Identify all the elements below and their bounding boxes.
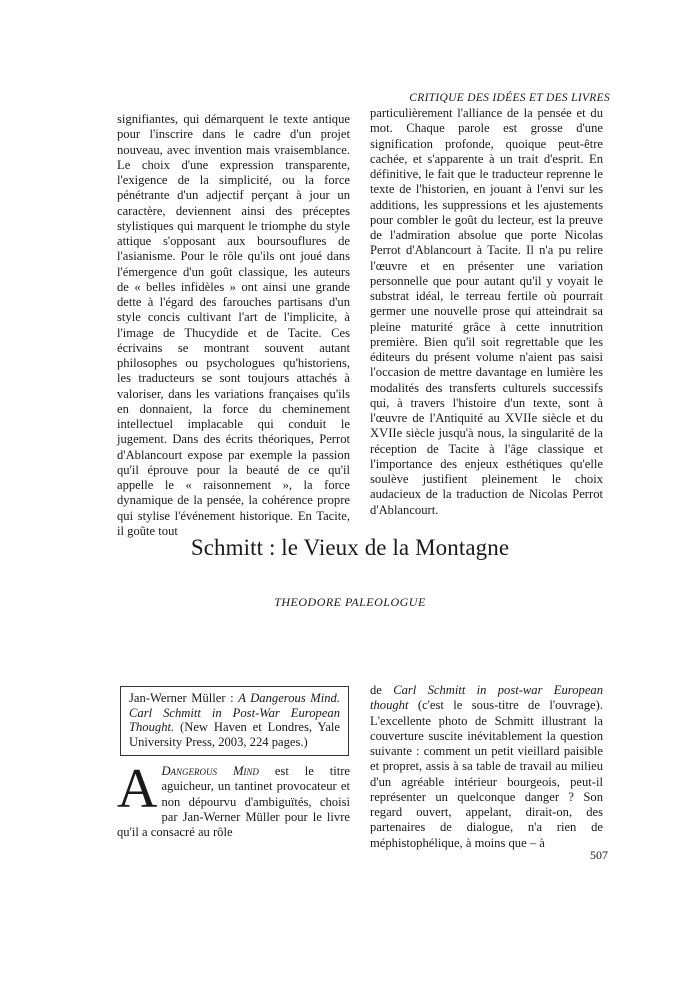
article-author: THEODORE PALEOLOGUE (274, 595, 426, 609)
body-left-paragraph (117, 758, 350, 840)
body-right-lead: de (370, 683, 394, 697)
right-column-paragraph: particulièrement l'alliance de la pensée et du mot. Chaque parole est grosse d'une signification profonde, quoique peut-être cachée, et s'apparente à un trait d'esprit. En définitive, le fait que le traducteur reprenne le texte de l'historien, en jouant à l'envi sur les additions, les suppressions et les ajustements pour combler le goût du lecteur, est la preuve de l'admiration absolue que porte Nicolas Perrot d'Ablancourt à Tacite. Il n'a pu relire l'œuvre et en présenter une variation personnelle que pour autant qu'il y voyait le substrat idéal, le terreau fertile où pourrait germer une nouvelle prose qui atteindrait sa pleine maturité grâce à cette innutrition première. Bien qu'il soit regrettable que les éditeurs du présent volume n'aient pas saisi l'occasion de mettre davantage en lumière les modalités des transferts culturels successifs qui, à travers l'histoire d'un texte, sont à l'œuvre de l'Antiquité au XVIIe siècle et du XVIIe siècle jusqu'à nous, la singularité de la réception de Tacite à l'âge classique et l'importance des enjeux esthétiques qu'elle soulève justifient pleinement le choix audacieux de la traduction de Nicolas Perrot d'Ablancourt. (370, 106, 603, 517)
reference-publication: (New Haven et Londres, Yale University Press, 2003, 224 pages.) (129, 720, 340, 749)
left-column (117, 112, 350, 539)
lead-italic-phrase: Dangerous Mind (161, 764, 259, 778)
reference-author: Jan-Werner Müller (129, 691, 226, 705)
body-left-column (117, 758, 350, 840)
article-title: Schmitt : le Vieux de la Montagne (190, 535, 510, 560)
reference-book-title: A Dangerous Mind. Carl Schmitt in Post-War European Thought. (129, 691, 341, 734)
page-number: 507 (590, 848, 608, 862)
left-column-paragraph: signifiantes, qui démarquent le texte antique pour l'inscrire dans le cadre d'un projet nouveau, avec invention mais vraisemblance. Le choix d'une expression transparente, l'exigence de la simplicité, ou la force pénétrante d'un adjectif perçant à jour un caractère, deviennent ainsi des préceptes stylistiques qui marquent le triomphe du style attique s'opposant aux boursouflures de l'asianisme. Pour le rôle qu'ils ont joué dans l'émergence d'un goût classique, les auteurs de « belles infidèles » ont ainsi une grande dette à l'égard des farouches partisans d'un style concis cultivant l'art de l'implicite, à l'image de Thucydide et de Tacite. Ces écrivains se montrant souvent autant philosophes ou psychologues qu'historiens, les traducteurs se sont toujours attachés à valoriser, dans les variations françaises qu'ils en donnaient, la force du cheminement intellectuel implacable qui conduit le jugement. Dans des écrits théoriques, Perrot d'Ablancourt expose par exemple la passion qu'il éprouve pour la beauté de ce qu'il appelle le « raisonnement », la force dynamique de la pensée, la cohérence propre qui stylise l'événement historique. En Tacite, il goûte tout (117, 112, 350, 538)
running-head: CRITIQUE DES IDÉES ET DES LIVRES (409, 92, 610, 104)
right-column (370, 106, 603, 518)
drop-cap: A (117, 758, 158, 820)
body-right-text: (c'est le sous-titre de l'ouvrage). L'excellente photo de Schmitt illustrant la couverture suscite inévitablement la question suivante : comment un petit vieillard paisible et propret, assis à sa table de travail au milieu d'un agréable intérieur bourgeois, peut-il représenter un quelconque danger ? Son regard ouvert, appelant, dirait-on, des partenaires de dialogue, n'a rien de méphistophélique, à moins que – à (370, 698, 603, 850)
reference-separator: : (225, 691, 239, 705)
body-right-column (370, 683, 603, 851)
body-left-text: est le titre aguicheur, un tantinet provocateur et non dépourvu d'ambiguïtés, choisi par Jan-Werner Müller pour le livre qu'il a consacré au rôle (117, 764, 350, 839)
body-right-italic: Carl Schmitt in post-war European thought (370, 683, 603, 713)
book-reference-box (120, 686, 349, 756)
body-right-paragraph (370, 683, 603, 851)
